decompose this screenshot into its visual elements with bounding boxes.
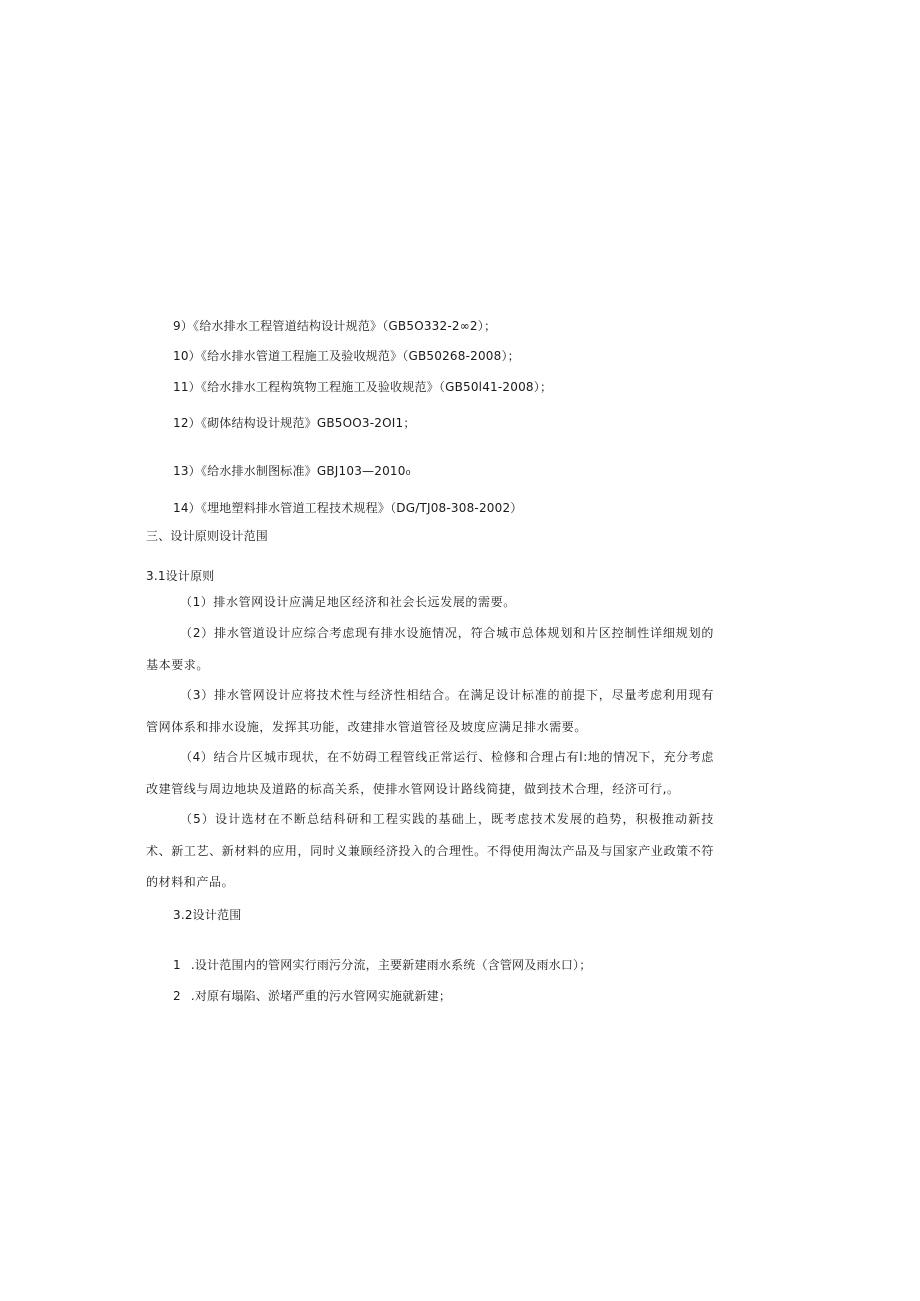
scope-item-number: 1	[173, 958, 181, 972]
reference-item: 13）《给水排水制图标准》GBJ103—2010₀	[173, 464, 411, 478]
reference-item: 11）《给水排水工程构筑物工程施工及验收规范》（GB50l41-2008）；	[173, 380, 553, 394]
reference-item: 12）《砌体结构设计规范》GB5OO3-2OI1；	[173, 416, 416, 430]
subsection-heading-3-1: 3.1设计原则	[146, 569, 215, 583]
principle-paragraph: （1）排水管网设计应满足地区经济和社会长远发展的需要。	[180, 595, 516, 609]
scope-item	[173, 957, 591, 973]
scope-item	[173, 988, 451, 1004]
principle-paragraph: （4）结合片区城市现状，在不妨碍工程管线正常运行、检修和合理占有l:地的情况下，充分考虑改建管线与周边地块及道路的标高关系，使排水管网设计路线简捷，做到技术合理，经济可行,。	[146, 750, 714, 796]
scope-item-text: .对原有塌陷、淤堵严重的污水管网实施就新建；	[190, 989, 452, 1003]
scope-item-number: 2	[173, 989, 181, 1003]
reference-item: 10）《给水排水管道工程施工及验收规范》（GB50268-2008）；	[173, 349, 520, 363]
subsection-heading-3-2: 3.2设计范围	[173, 908, 242, 922]
principle-paragraph: （3）排水管网设计应将技术性与经济性相结合。在满足设计标准的前提下，尽量考虑利用现有管网体系和排水设施，发挥其功能，改建排水管道管径及坡度应满足排水需要。	[146, 688, 714, 734]
scope-item-text: .设计范围内的管网实行雨污分流，主要新建雨水系统（含管网及雨水口）；	[190, 958, 592, 972]
reference-item: 14）《埋地塑料排水管道工程技术规程》（DG/TJ08-308-2002）	[173, 501, 523, 515]
principle-paragraph: （5）设计选材在不断总结科研和工程实践的基础上，既考虑技术发展的趋势，积极推动新技术、新工艺、新材料的应用，同时义兼顾经济投入的合理性。不得使用淘汰产品及与国家产业政策不符的材料和产品。	[146, 812, 714, 889]
principle-paragraph: （2）排水管道设计应综合考虑现有排水设施情况，符合城市总体规划和片区控制性详细规划的基本要求。	[146, 626, 714, 672]
section-heading: 三、设计原则设计范围	[146, 529, 269, 543]
reference-item: 9）《给水排水工程管道结构设计规范》（GB5O332-2∞2）；	[173, 319, 497, 333]
